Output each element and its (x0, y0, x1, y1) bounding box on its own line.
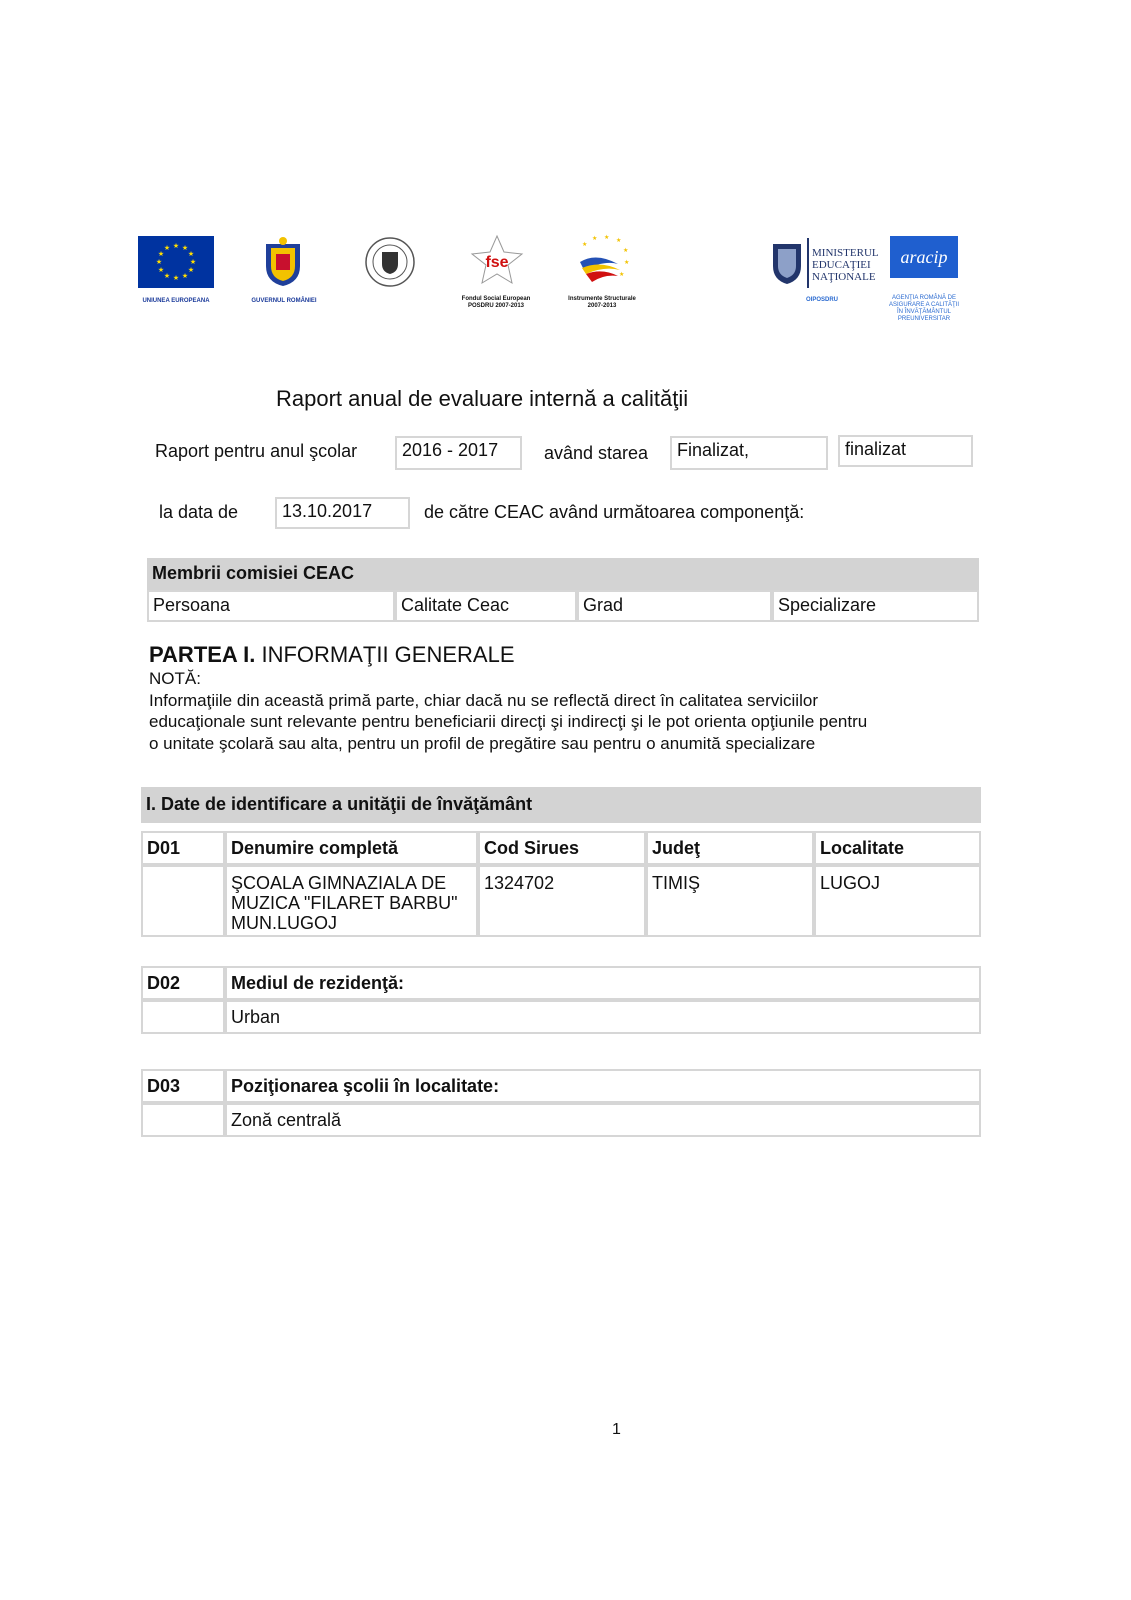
d01-school-name (225, 865, 478, 937)
d01-name-line-3: MUN.LUGOJ (231, 913, 338, 933)
svg-text:★: ★ (624, 260, 630, 266)
ministry-education-logo (769, 238, 805, 291)
d03-value: Zonă centrală (225, 1103, 981, 1137)
romania-coat-of-arms-logo (262, 236, 304, 293)
men-line-2: EDUCAŢIEI (812, 259, 871, 271)
d01-localitate-value: LUGOJ (814, 865, 981, 937)
section1-heading: I. Date de identificare a unităţii de învăţământ (141, 787, 981, 823)
d02-value: Urban (225, 1000, 981, 1034)
d01-header-denumire: Denumire completă (225, 831, 478, 865)
svg-text:★: ★ (181, 245, 189, 252)
d01-header-localitate: Localitate (814, 831, 981, 865)
d01-name-line-1: ŞCOALA GIMNAZIALA DE (231, 873, 447, 893)
note-line-2: educaţionale sunt relevante pentru beneficiarii direcţi şi indirecţi şi le pot orienta opţiunile pentru (149, 712, 868, 731)
d02-label: Mediul de rezidenţă: (225, 966, 981, 1000)
svg-text:★: ★ (189, 259, 197, 266)
men-line-1: MINISTERUL (812, 247, 879, 259)
aracip-caption-1: AGENŢIA ROMÂNĂ DE (891, 295, 956, 301)
aracip-caption-4: PREUNIVERSITAR (897, 316, 951, 322)
note-label: NOTĂ: (149, 669, 201, 688)
d01-header-judet: Judeţ (646, 831, 814, 865)
date-field[interactable]: 13.10.2017 (275, 497, 410, 529)
svg-text:★: ★ (157, 267, 165, 274)
d01-header-sirues: Cod Sirues (478, 831, 646, 865)
eu-caption: UNIUNEA EUROPEANA (142, 298, 210, 304)
page-title: Raport anual de evaluare internă a calităţii (276, 386, 689, 411)
year-label: Raport pentru anul şcolar (155, 441, 358, 461)
part1-title-bold: PARTEA I. (149, 642, 256, 667)
svg-text:★: ★ (604, 235, 610, 241)
svg-text:★: ★ (163, 245, 171, 252)
svg-text:★: ★ (163, 273, 171, 280)
eu-flag-logo (138, 236, 214, 288)
members-col-calitate: Calitate Ceac (395, 590, 577, 622)
svg-text:★: ★ (582, 242, 588, 248)
d01-name-line-2: MUZICA "FILARET BARBU" (231, 893, 458, 913)
d02-code: D02 (141, 966, 225, 1000)
svg-text:★: ★ (616, 238, 622, 244)
aracip-logo: aracip (890, 236, 958, 278)
aracip-caption-2: ASIGURARE A CALITĂŢII (888, 302, 960, 308)
svg-text:★: ★ (172, 275, 180, 282)
ceac-composition-text: de către CEAC având următoarea componenţă: (424, 502, 805, 522)
ministry-seal-logo (364, 236, 416, 293)
members-col-persoana: Persoana (147, 590, 395, 622)
is-caption-1: Instrumente Structurale (568, 296, 636, 302)
svg-text:★: ★ (187, 251, 195, 258)
year-field[interactable]: 2016 - 2017 (395, 436, 522, 470)
svg-text:★: ★ (181, 273, 189, 280)
state-field[interactable]: Finalizat, (670, 436, 828, 470)
d03-code: D03 (141, 1069, 225, 1103)
part1-title-rest: INFORMAŢII GENERALE (255, 642, 515, 667)
note-line-3: o unitate şcolară sau alta, pentru un profil de pregătire sau pentru o anumită specializare (149, 733, 816, 753)
d02-empty-cell (141, 1000, 225, 1034)
d03-label: Poziţionarea şcolii în localitate: (225, 1069, 981, 1103)
fse-caption-2: POSDRU 2007-2013 (467, 303, 525, 309)
svg-text:★: ★ (619, 272, 625, 278)
state-field-2[interactable]: finalizat (838, 435, 973, 467)
d03-empty-cell (141, 1103, 225, 1137)
d01-code: D01 (141, 831, 225, 865)
members-col-specializare: Specializare (772, 590, 979, 622)
structural-instruments-logo (574, 234, 630, 293)
fse-caption-1: Fondul Social European (461, 296, 531, 302)
d01-judet-value: TIMIŞ (646, 865, 814, 937)
part1-title (149, 642, 515, 668)
oiposdru-caption: OIPOSDRU (805, 297, 838, 303)
men-line-3: NAŢIONALE (812, 271, 876, 283)
date-label: la data de (159, 502, 239, 522)
svg-text:★: ★ (172, 243, 180, 250)
members-col-grad: Grad (577, 590, 772, 622)
svg-text:★: ★ (592, 236, 598, 242)
d01-empty-cell (141, 865, 225, 937)
aracip-caption-3: ÎN ÎNVĂŢĂMÂNTUL (896, 309, 951, 315)
d01-sirues-value: 1324702 (478, 865, 646, 937)
svg-text:★: ★ (187, 267, 195, 274)
svg-text:★: ★ (157, 251, 165, 258)
men-divider (807, 238, 809, 288)
state-label: având starea (544, 443, 649, 463)
gov-caption: GUVERNUL ROMÂNIEI (251, 298, 317, 304)
svg-text:fse: fse (485, 254, 509, 271)
eu-stars-icon (138, 236, 214, 288)
page-number: 1 (612, 1421, 621, 1438)
note-line-1: Informaţiile din această primă parte, chiar dacă nu se reflectă direct în calitatea serviciilor (149, 690, 818, 710)
members-heading: Membrii comisiei CEAC (147, 558, 979, 590)
svg-text:★: ★ (623, 248, 629, 254)
svg-text:★: ★ (155, 259, 163, 266)
is-caption-2: 2007-2013 (587, 303, 617, 309)
fse-star-logo (470, 234, 524, 291)
